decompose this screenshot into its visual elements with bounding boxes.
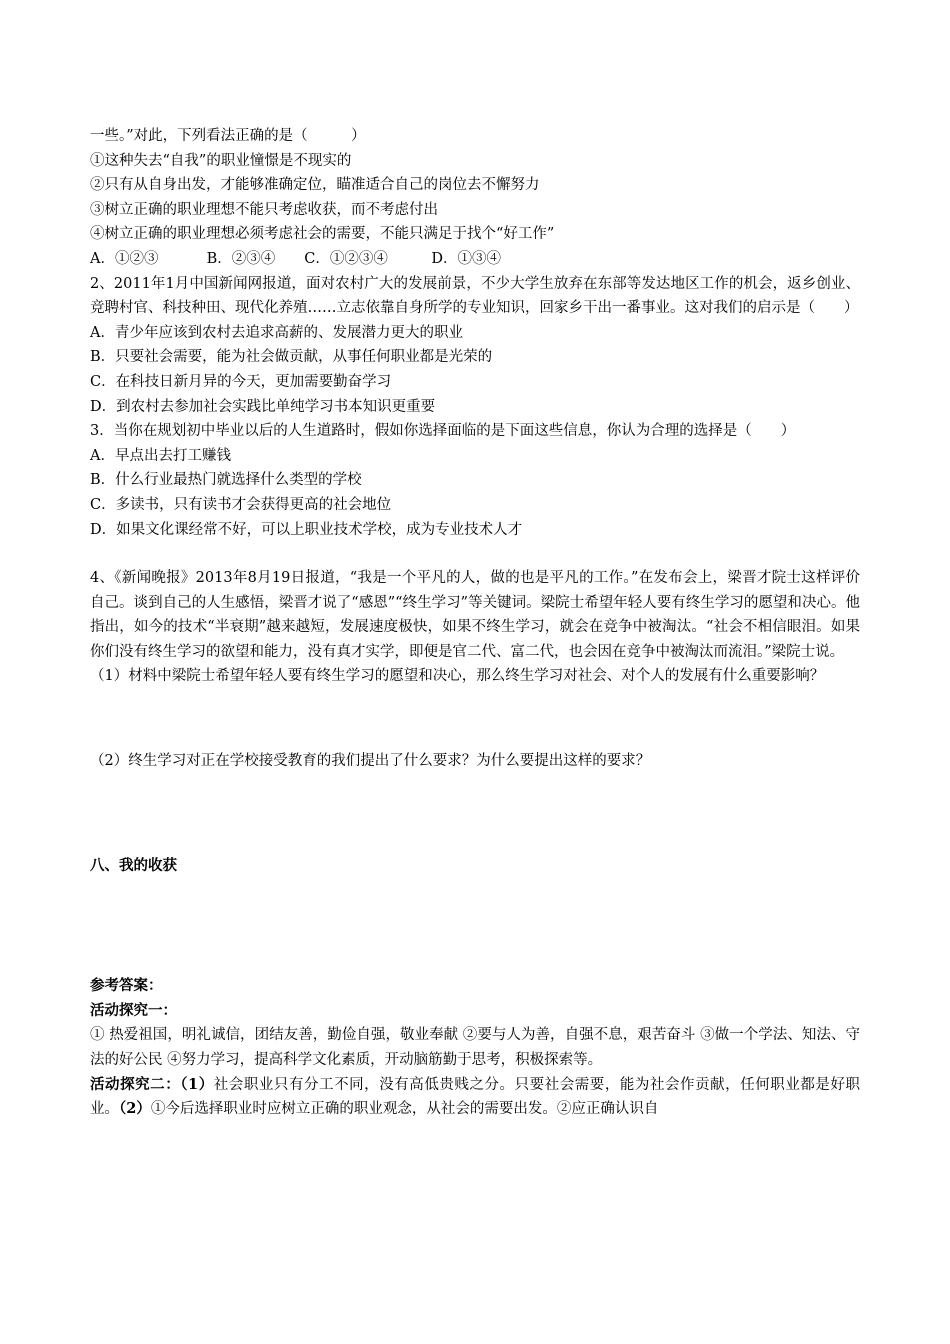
spacer (90, 542, 860, 566)
q1-option: ②只有从自身出发，才能够准确定位，瞄准适合自己的岗位去不懈努力 (90, 177, 540, 194)
answers-heading: 参考答案： (90, 977, 163, 995)
answer-space (90, 774, 860, 854)
q3-option: A．早点出去打工赚钱 (90, 447, 231, 464)
activity1-label: 活动探究一： (90, 1001, 177, 1019)
q1-option: ③树立正确的职业理想不能只考虑收获，而不考虑付出 (90, 201, 438, 218)
q1-choices: A．①②③ B．②③④ C．①②③④ D．①③④ (90, 250, 501, 267)
activity1-text: ① 热爱祖国，明礼诚信，团结友善，勤俭自强，敬业奉献 ②要与人为善，自强不息，艰苦奋斗 ③做一个学法、知法、守法的好公民 ④努力学习，提高科学文化素质，开动脑筋勤于思考，积极探索等。 (90, 1027, 860, 1069)
q2-option: A．青少年应该到农村去追求高薪的、发展潜力更大的职业 (90, 324, 463, 341)
q1-stem-tail: 一些。”对此，下列看法正确的是（ ） (90, 128, 366, 144)
q4-sub1: （1）材料中梁院士希望年轻人要有终生学习的愿望和决心，那么终生学习对社会、对个人的发展有什么重要影响？ (90, 668, 825, 685)
activity2-part2-num: （2） (119, 1100, 151, 1118)
q4-stem: 4、《新闻晚报》2013年8月19日报道，“我是一个平凡的人，做的也是平凡的工作。”在发布会上，梁晋才院士这样评价自己。谈到自己的人生感悟，梁晋才说了“感恩”“终生学习”等关键词。梁院士希望年轻人要有终生学习的愿望和决心。他指出，如今的技术“半衰期”越来越短，发展速度极快，如果不终生学习，就会在竞争中被淘汰。“社会不相信眼泪。如果你们没有终生学习的欲望和能力，没有真才实学，即便是官二代、富二代，也会因在竞争中被淘汰而流泪。”梁院士说。 (90, 570, 860, 660)
q2-option: B．只要社会需要，能为社会做贡献，从事任何职业都是光荣的 (90, 349, 493, 366)
q2-option: C．在科技日新月异的今天，更加需要勤奋学习 (90, 373, 392, 390)
q1-option: ④树立正确的职业理想必须考虑社会的需要，不能只满足于找个“好工作” (90, 226, 555, 243)
activity2-paragraph (90, 1073, 860, 1122)
q3-option: C．多读书，只有读书才会获得更高的社会地位 (90, 496, 392, 513)
q3-option: D．如果文化课经常不好，可以上职业技术学校，成为专业技术人才 (90, 521, 523, 538)
section-heading: 八、我的收获 (90, 856, 177, 874)
activity2-part1-text: 社会职业只有分工不同，没有高低贵贱之分。只要社会需要，能为社会作贡献，任何职业都是好职业。 (90, 1076, 861, 1118)
q1-option: ①这种失去“自我”的职业憧憬是不现实的 (90, 152, 352, 169)
answer-space (90, 878, 860, 974)
answer-space (90, 689, 860, 749)
q2-stem: 2、2011年1月中国新闻网报道，面对农村广大的发展前景，不少大学生放弃在东部等发达地区工作的机会，返乡创业、竞聘村官、科技种田、现代化养殖……立志依靠自身所学的专业知识，回家乡干出一番事业。这对我们的启示是（ ） (90, 275, 860, 317)
activity2-part1-num: （1） (180, 1075, 214, 1093)
q3-option: B．什么行业最热门就选择什么类型的学校 (90, 472, 362, 489)
q2-option: D．到农村去参加社会实践比单纯学习书本知识更重要 (90, 398, 436, 415)
q3-stem: 3．当你在规划初中毕业以后的人生道路时，假如你选择面临的是下面这些信息，你认为合理的选择是（ ） (90, 423, 796, 440)
activity2-label: 活动探究二： (90, 1075, 181, 1093)
q4-sub2: （2）终生学习对正在学校接受教育的我们提出了什么要求？为什么要提出这样的要求？ (90, 753, 651, 770)
document-page (90, 124, 860, 1122)
activity2-part2-text: ①今后选择职业时应树立正确的职业观念，从社会的需要出发。②应正确认识自 (150, 1101, 659, 1118)
